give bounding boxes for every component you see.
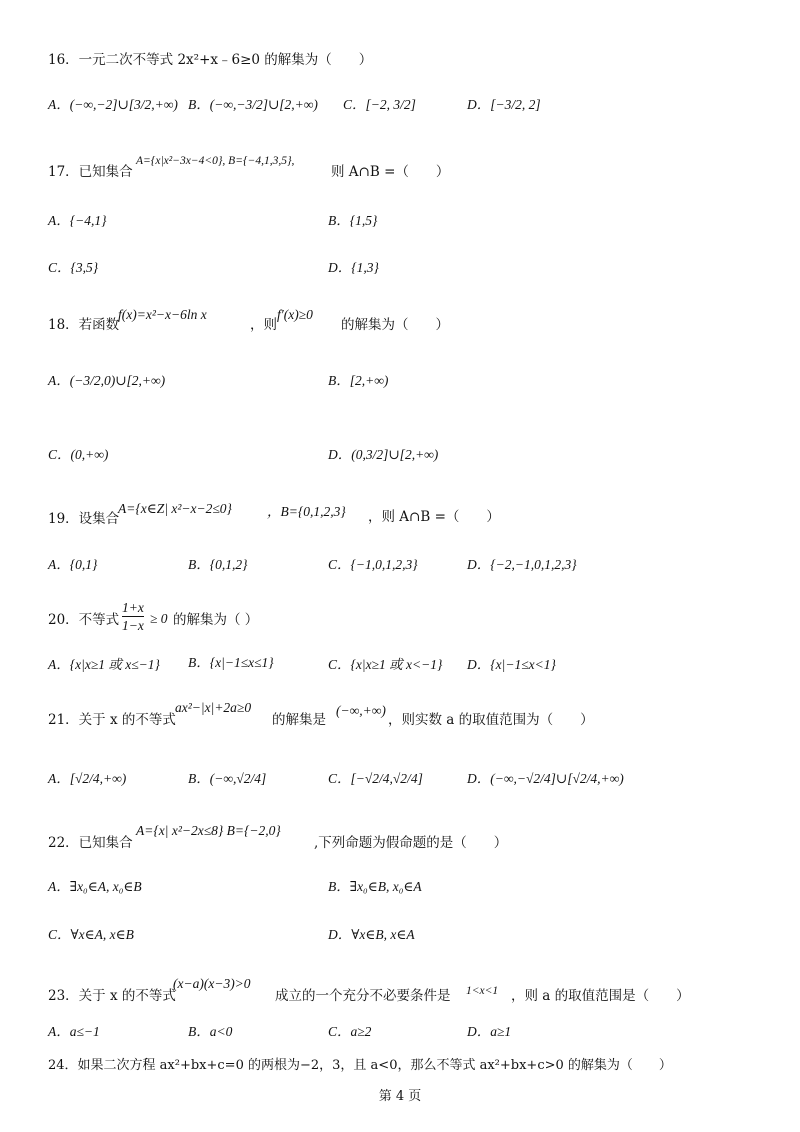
question-21-mid: 的解集是 [272, 712, 326, 728]
q21-option-d: D．(−∞,−√2/4]∪[√2/4,+∞) [467, 771, 624, 786]
question-17-suffix: 则 A∩B =（ ） [331, 164, 450, 180]
question-20-denominator: 1−x [122, 618, 144, 633]
question-23-suffix: ，则 a 的取值范围是（ ） [511, 988, 690, 1004]
question-21-range: (−∞,+∞) [336, 703, 386, 718]
q17-option-b: B．{1,5} [328, 213, 378, 228]
q16-option-c: C．[−2, 3/2] [343, 97, 416, 112]
q21-option-b: B．(−∞,√2/4] [188, 771, 267, 786]
question-17-sets: A={x|x²−3x−4<0}, B={−4,1,3,5}, [136, 155, 295, 167]
question-18-condition: f′(x)≥0 [277, 307, 313, 322]
q22-option-b: B．∃x₀∈B, x₀∈A [328, 879, 422, 894]
question-19-suffix: ，则 A∩B =（ ） [368, 509, 500, 525]
question-20-numerator: 1+x [122, 600, 144, 615]
question-23-mid: 成立的一个充分不必要条件是 [275, 988, 451, 1004]
q17-option-d: D．{1,3} [328, 260, 379, 275]
question-22-suffix: ,下列命题为假命题的是（ ） [314, 835, 508, 851]
question-18-mid: ，则 [250, 317, 277, 333]
question-21-inequality: ax²−|x|+2a≥0 [175, 700, 252, 715]
q19-option-c: C．{−1,0,1,2,3} [328, 557, 418, 572]
question-22-prefix: 22．已知集合 [48, 835, 133, 851]
q16-option-b: B．(−∞,−3/2]∪[2,+∞) [188, 97, 318, 112]
q22-option-a: A．∃x₀∈A, x₀∈B [48, 879, 142, 894]
q18-option-d: D．(0,3/2]∪[2,+∞) [328, 447, 439, 462]
q19-option-a: A．{0,1} [48, 557, 98, 572]
q23-option-d: D．a≥1 [467, 1024, 512, 1039]
question-18-suffix: 的解集为（ ） [341, 317, 449, 333]
q22-option-d: D．∀x∈B, x∈A [328, 927, 415, 942]
question-19-prefix: 19．设集合 [48, 511, 120, 527]
q18-option-a: A．(−3/2,0)∪[2,+∞) [48, 373, 166, 388]
q23-option-c: C．a≥2 [328, 1024, 372, 1039]
q18-option-c: C．(0,+∞) [48, 447, 109, 462]
question-21-suffix: ，则实数 a 的取值范围为（ ） [388, 712, 594, 728]
question-23-condition: 1<x<1 [466, 985, 499, 997]
question-22-sets: A={x| x²−2x≤8} B={−2,0} [136, 823, 281, 838]
question-20-prefix: 20．不等式 [48, 612, 120, 628]
q20-option-b: B．{x|−1≤x≤1} [188, 655, 274, 670]
question-16-stem: 16．一元二次不等式 2x²+x﹣6≥0 的解集为（ ） [48, 52, 373, 68]
q22-option-c: C．∀x∈A, x∈B [48, 927, 134, 942]
q17-option-c: C．{3,5} [48, 260, 99, 275]
question-24-stem: 24．如果二次方程 ax²+bx+c=0 的两根为−2，3，且 a<0，那么不等式 ax²+bx+c>0 的解集为（ ） [48, 1058, 672, 1073]
q20-option-d: D．{x|−1≤x<1} [467, 657, 556, 672]
question-20-inequality: ≥ 0 [150, 611, 168, 626]
q23-option-b: B．a<0 [188, 1024, 233, 1039]
q17-option-a: A．{−4,1} [48, 213, 107, 228]
q23-option-a: A．a≤−1 [48, 1024, 100, 1039]
question-17-prefix: 17．已知集合 [48, 164, 133, 180]
question-20-suffix: 的解集为（ ） [173, 612, 259, 628]
question-23-inequality: (x−a)(x−3)>0 [173, 976, 251, 991]
question-18-function: f(x)=x²−x−6ln x [118, 307, 207, 322]
page-number: 第 4 页 [378, 1089, 422, 1104]
q18-option-b: B．[2,+∞) [328, 373, 389, 388]
question-23-prefix: 23．关于 x 的不等式 [48, 988, 176, 1004]
question-18-prefix: 18．若函数 [48, 317, 120, 333]
q19-option-d: D．{−2,−1,0,1,2,3} [467, 557, 577, 572]
question-19-set-a: A={x∈Z| x²−x−2≤0} [118, 501, 232, 516]
q19-option-b: B．{0,1,2} [188, 557, 248, 572]
q21-option-a: A．[√2/4,+∞) [48, 771, 127, 786]
q20-option-c: C．{x|x≥1 或 x<−1} [328, 657, 443, 672]
q16-option-d: D．[−3/2, 2] [467, 97, 541, 112]
question-21-prefix: 21．关于 x 的不等式 [48, 712, 176, 728]
q21-option-c: C．[−√2/4,√2/4] [328, 771, 423, 786]
q16-option-a: A．(−∞,−2]∪[3/2,+∞) [48, 97, 178, 112]
q20-option-a: A．{x|x≥1 或 x≤−1} [48, 657, 160, 672]
question-19-set-b: ，B={0,1,2,3} [267, 504, 346, 519]
